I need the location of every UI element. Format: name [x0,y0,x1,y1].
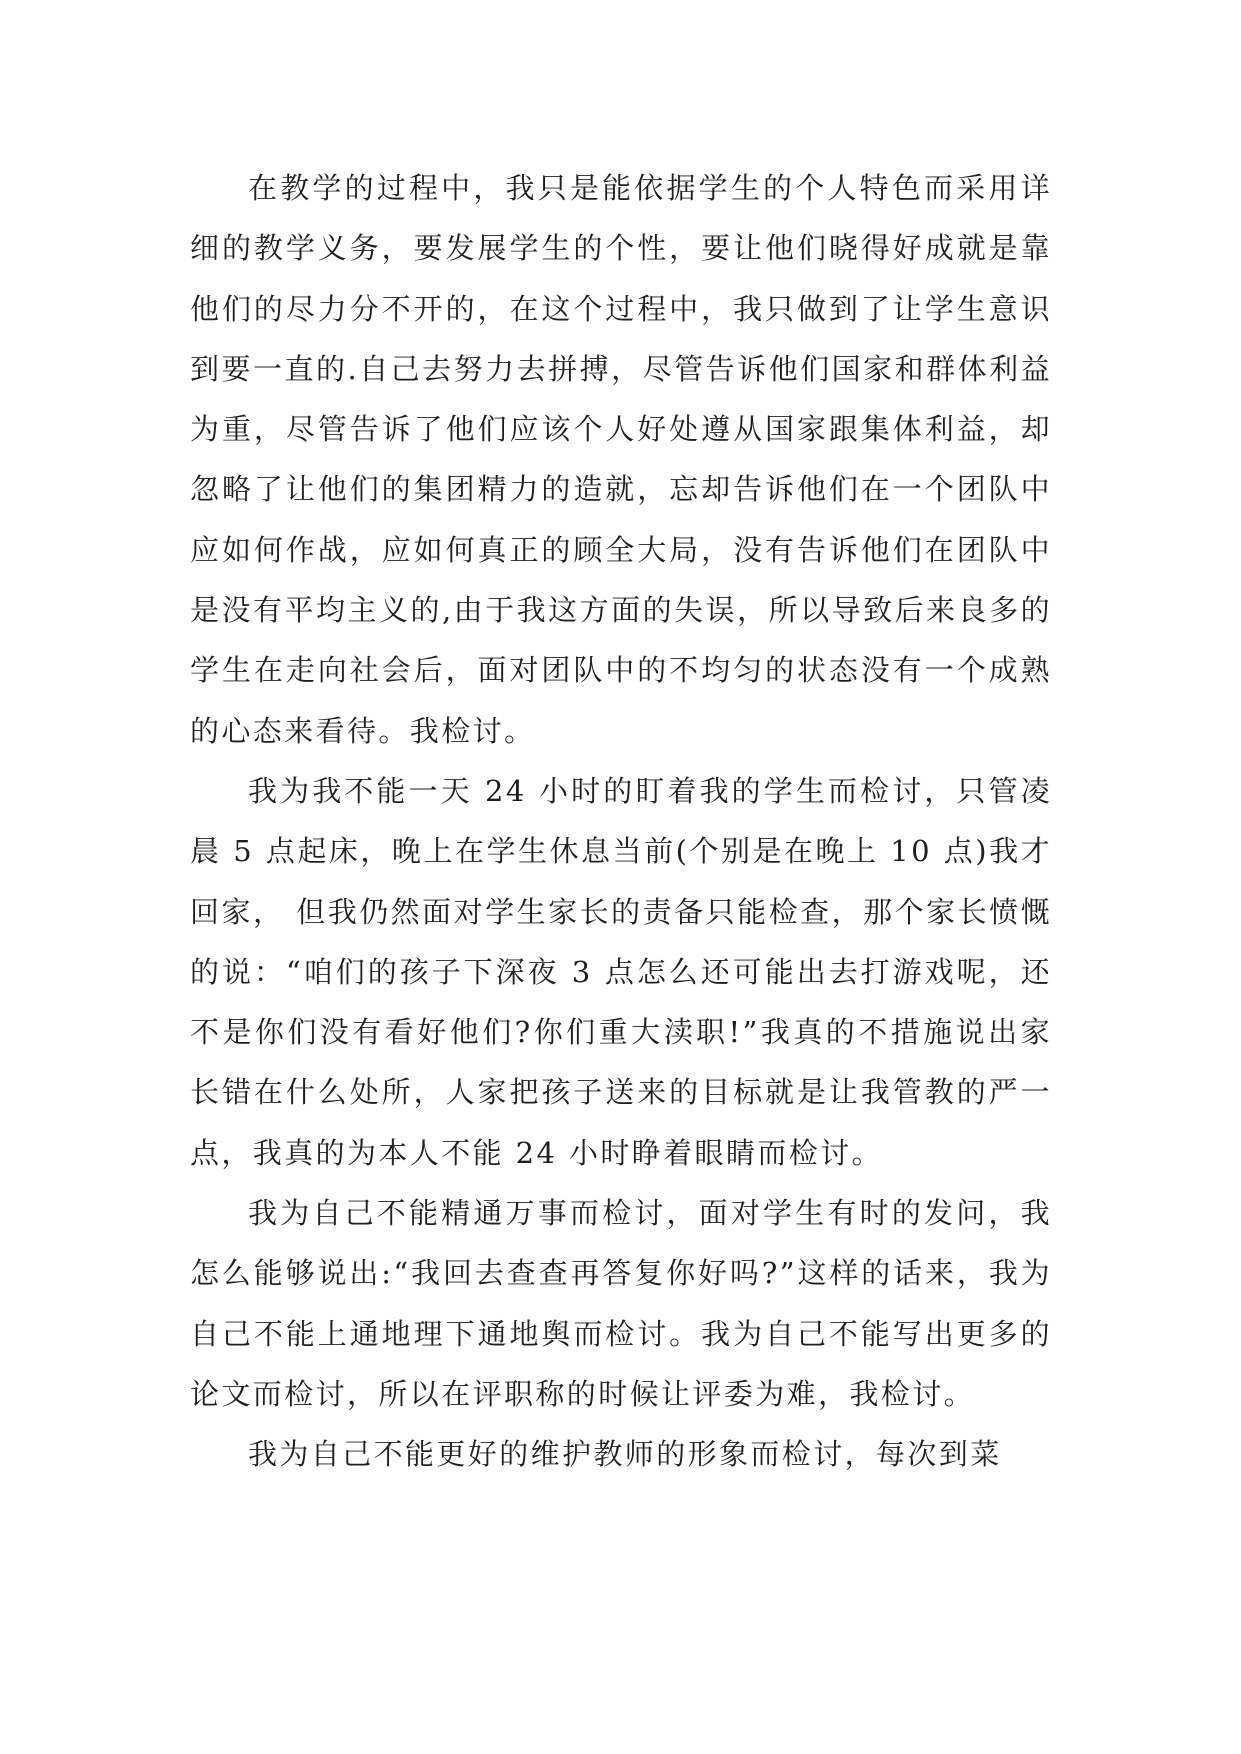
paragraph-2: 我为我不能一天 24 小时的盯着我的学生而检讨，只管凌晨 5 点起床，晚上在学生休息当前(个别是在晚上 10 点)我才回家， 但我仍然面对学生家长的责备只能检查，那个家长愤慨的说：“咱们的孩子下深夜 3 点怎么还可能出去打游戏呢，还不是你们没有看好他们?你们重大渎职!”我真的不措施说出家长错在什么处所，人家把孩子送来的目标就是让我管教的严一点，我真的为本人不能 24 小时睁着眼睛而检讨。 [190,773,1052,1170]
paragraph-4: 我为自己不能更好的维护教师的形象而检讨，每次到菜 [248,1437,1002,1472]
paragraph-3: 我为自己不能精通万事而检讨，面对学生有时的发问，我怎么能够说出:“我回去查查再答复你好吗?”这样的话来，我为自己不能上通地理下通地舆而检讨。我为自己不能写出更多的论文而检讨，所以在评职称的时候让评委为难，我检讨。 [190,1196,1052,1411]
body-text [190,158,1052,1485]
paragraph-1: 在教学的过程中，我只是能依据学生的个人特色而采用详细的教学义务，要发展学生的个性，要让他们晓得好成就是靠他们的尽力分不开的，在这个过程中，我只做到了让学生意识到要一直的.自己去努力去拼搏，尽管告诉他们国家和群体利益为重，尽管告诉了他们应该个人好处遵从国家跟集体利益，却忽略了让他们的集团精力的造就，忘却告诉他们在一个团队中应如何作战，应如何真正的顾全大局，没有告诉他们在团队中是没有平均主义的,由于我这方面的失误，所以导致后来良多的学生在走向社会后，面对团队中的不均匀的状态没有一个成熟的心态来看待。我检讨。 [190,171,1052,748]
